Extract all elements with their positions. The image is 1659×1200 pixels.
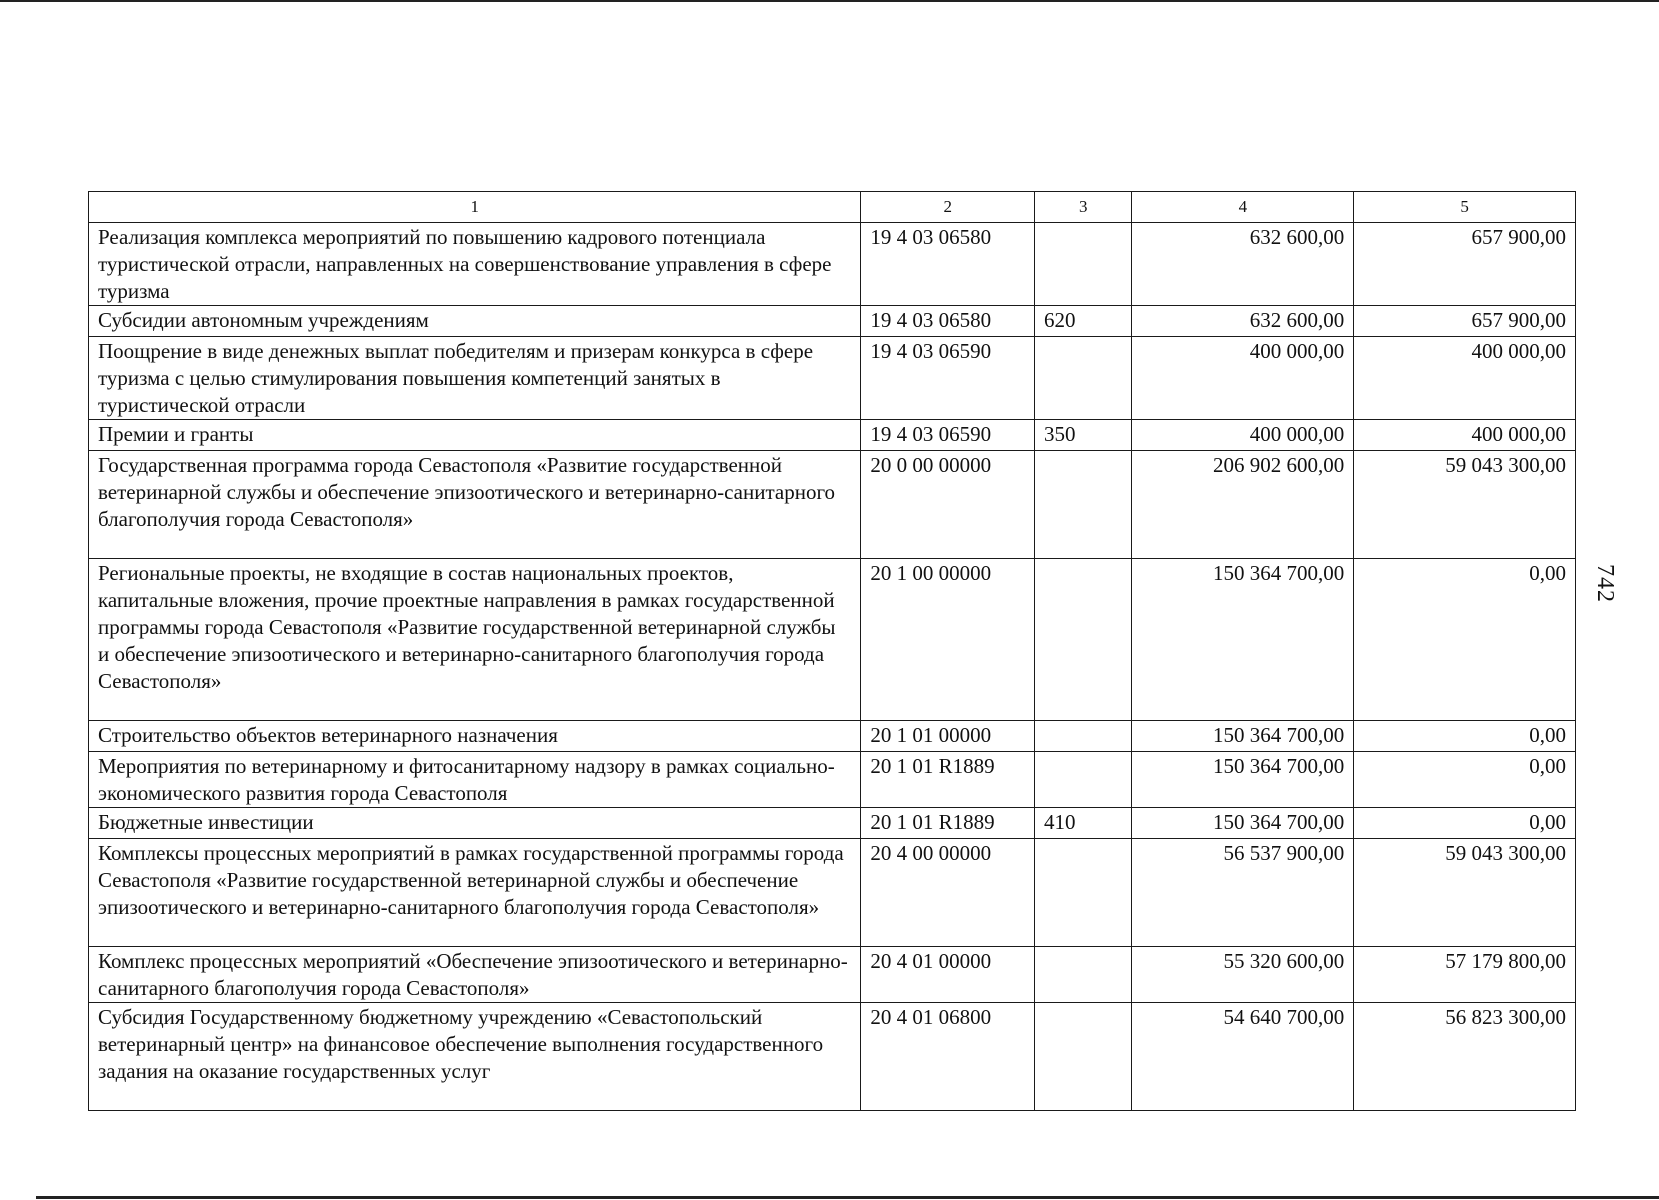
row-name: Субсидии автономным учреждениям <box>89 306 861 337</box>
row-amount-col5: 400 000,00 <box>1354 420 1576 451</box>
row-amount-col4: 632 600,00 <box>1132 306 1354 337</box>
row-amount-col5: 657 900,00 <box>1354 306 1576 337</box>
table-body <box>89 223 1576 1111</box>
row-expense-type: 410 <box>1034 808 1131 839</box>
table-row <box>89 337 1576 420</box>
column-number-row <box>89 192 1576 223</box>
row-amount-col4: 206 902 600,00 <box>1132 451 1354 559</box>
row-target-code: 20 1 01 00000 <box>861 721 1035 752</box>
table-row <box>89 808 1576 839</box>
row-name: Бюджетные инвестиции <box>89 808 861 839</box>
row-amount-col4: 55 320 600,00 <box>1132 947 1354 1003</box>
row-amount-col5: 59 043 300,00 <box>1354 839 1576 947</box>
row-amount-col5: 400 000,00 <box>1354 337 1576 420</box>
row-expense-type <box>1034 947 1131 1003</box>
row-target-code: 20 4 01 06800 <box>861 1003 1035 1111</box>
row-amount-col5: 0,00 <box>1354 721 1576 752</box>
row-expense-type <box>1034 839 1131 947</box>
row-amount-col5: 0,00 <box>1354 559 1576 721</box>
column-header-2: 2 <box>861 192 1035 223</box>
row-name: Мероприятия по ветеринарному и фитосанитарному надзору в рамках социально-экономического развития города Севастополя <box>89 752 861 808</box>
page-number: 742 <box>1592 564 1618 603</box>
row-amount-col5: 59 043 300,00 <box>1354 451 1576 559</box>
row-expense-type <box>1034 1003 1131 1111</box>
column-header-1: 1 <box>89 192 861 223</box>
row-target-code: 19 4 03 06580 <box>861 223 1035 306</box>
row-name: Премии и гранты <box>89 420 861 451</box>
table-row <box>89 223 1576 306</box>
row-expense-type <box>1034 752 1131 808</box>
table-row <box>89 1003 1576 1111</box>
row-name: Строительство объектов ветеринарного назначения <box>89 721 861 752</box>
row-target-code: 19 4 03 06590 <box>861 337 1035 420</box>
table-row <box>89 752 1576 808</box>
column-header-4: 4 <box>1132 192 1354 223</box>
row-amount-col5: 0,00 <box>1354 752 1576 808</box>
row-expense-type <box>1034 223 1131 306</box>
bottom-border-line <box>36 1196 1659 1199</box>
row-amount-col5: 56 823 300,00 <box>1354 1003 1576 1111</box>
table-row <box>89 559 1576 721</box>
table-row <box>89 306 1576 337</box>
row-name: Субсидия Государственному бюджетному учреждению «Севастопольский ветеринарный центр» на финансовое обеспечение выполнения государственного задания на оказание государственных услуг <box>89 1003 861 1111</box>
row-amount-col4: 150 364 700,00 <box>1132 808 1354 839</box>
row-expense-type <box>1034 337 1131 420</box>
row-name: Региональные проекты, не входящие в состав национальных проектов, капитальные вложения, прочие проектные направления в рамках государственной программы города Севастополя «Развитие государственной ветеринарной службы и обеспечение эпизоотического и ветеринарно-санитарного благополучия города Севастополя» <box>89 559 861 721</box>
row-target-code: 20 4 01 00000 <box>861 947 1035 1003</box>
row-expense-type: 350 <box>1034 420 1131 451</box>
table-row <box>89 839 1576 947</box>
row-amount-col5: 657 900,00 <box>1354 223 1576 306</box>
row-target-code: 20 1 01 R1889 <box>861 808 1035 839</box>
row-amount-col4: 400 000,00 <box>1132 420 1354 451</box>
table-row <box>89 947 1576 1003</box>
top-border-line <box>0 0 1659 2</box>
row-name: Реализация комплекса мероприятий по повышению кадрового потенциала туристической отрасли, направленных на совершенствование управления в сфере туризма <box>89 223 861 306</box>
row-amount-col4: 54 640 700,00 <box>1132 1003 1354 1111</box>
table-row <box>89 721 1576 752</box>
row-target-code: 19 4 03 06580 <box>861 306 1035 337</box>
budget-table <box>88 191 1576 1111</box>
row-amount-col5: 0,00 <box>1354 808 1576 839</box>
row-target-code: 20 1 00 00000 <box>861 559 1035 721</box>
row-target-code: 19 4 03 06590 <box>861 420 1035 451</box>
column-header-5: 5 <box>1354 192 1576 223</box>
row-target-code: 20 0 00 00000 <box>861 451 1035 559</box>
row-target-code: 20 1 01 R1889 <box>861 752 1035 808</box>
table-row <box>89 420 1576 451</box>
row-target-code: 20 4 00 00000 <box>861 839 1035 947</box>
row-expense-type: 620 <box>1034 306 1131 337</box>
row-amount-col5: 57 179 800,00 <box>1354 947 1576 1003</box>
row-amount-col4: 150 364 700,00 <box>1132 721 1354 752</box>
row-name: Государственная программа города Севастополя «Развитие государственной ветеринарной службы и обеспечение эпизоотического и ветеринарно-санитарного благополучия города Севастополя» <box>89 451 861 559</box>
column-header-3: 3 <box>1034 192 1131 223</box>
row-amount-col4: 632 600,00 <box>1132 223 1354 306</box>
row-amount-col4: 150 364 700,00 <box>1132 559 1354 721</box>
row-amount-col4: 56 537 900,00 <box>1132 839 1354 947</box>
row-name: Комплексы процессных мероприятий в рамках государственной программы города Севастополя «Развитие государственной ветеринарной службы и обеспечение эпизоотического и ветеринарно-санитарного благополучия города Севастополя» <box>89 839 861 947</box>
row-amount-col4: 400 000,00 <box>1132 337 1354 420</box>
row-expense-type <box>1034 451 1131 559</box>
table-row <box>89 451 1576 559</box>
row-name: Комплекс процессных мероприятий «Обеспечение эпизоотического и ветеринарно-санитарного благополучия города Севастополя» <box>89 947 861 1003</box>
row-expense-type <box>1034 721 1131 752</box>
row-expense-type <box>1034 559 1131 721</box>
row-amount-col4: 150 364 700,00 <box>1132 752 1354 808</box>
table-header <box>89 192 1576 223</box>
row-name: Поощрение в виде денежных выплат победителям и призерам конкурса в сфере туризма с целью стимулирования повышения компетенций занятых в туристической отрасли <box>89 337 861 420</box>
